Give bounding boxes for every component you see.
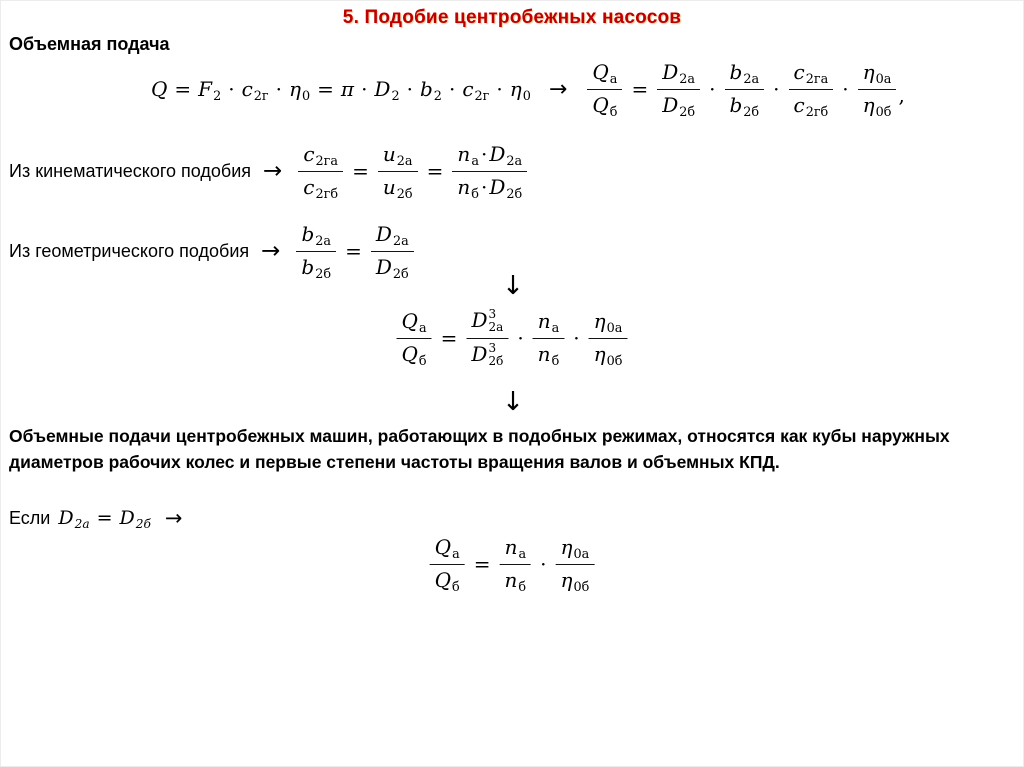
math-token: 0 bbox=[301, 89, 311, 105]
kinematic-similarity-row bbox=[9, 139, 529, 203]
math-token: б bbox=[418, 354, 427, 370]
math-token: b bbox=[729, 92, 743, 117]
math-token: 2 bbox=[391, 89, 400, 105]
math-token bbox=[500, 565, 532, 594]
math-token: Q bbox=[592, 59, 609, 84]
math-token bbox=[151, 77, 167, 102]
math-token: 2га bbox=[315, 154, 339, 170]
math-token bbox=[662, 60, 695, 86]
math-token bbox=[657, 60, 700, 90]
math-token: η bbox=[509, 76, 522, 101]
math-token bbox=[376, 222, 409, 248]
math-token bbox=[794, 60, 829, 86]
math-token: c bbox=[793, 59, 805, 84]
math-token: Q bbox=[401, 308, 418, 333]
math-token: = bbox=[174, 77, 192, 101]
math-token: 0б bbox=[573, 580, 590, 596]
math-token: → bbox=[164, 506, 183, 530]
math-token: · bbox=[540, 552, 547, 576]
math-token: 2а bbox=[506, 154, 523, 170]
math-token: б bbox=[518, 580, 527, 596]
math-token bbox=[376, 255, 409, 281]
math-token: · bbox=[480, 175, 488, 199]
math-token: 2гб bbox=[315, 187, 339, 203]
math-token bbox=[533, 339, 565, 368]
math-token: π bbox=[340, 76, 355, 101]
math-token: · bbox=[448, 77, 456, 101]
math-token: D bbox=[471, 307, 488, 332]
math-token: c bbox=[793, 92, 805, 117]
math-token: · bbox=[480, 142, 488, 166]
math-token: c bbox=[303, 141, 315, 166]
math-token: 2а bbox=[679, 72, 696, 88]
math-token bbox=[556, 565, 595, 594]
math-token: η bbox=[289, 76, 301, 101]
math-token bbox=[533, 309, 565, 368]
math-token: = bbox=[96, 507, 113, 529]
math-token: · bbox=[709, 77, 716, 101]
math-token: б bbox=[452, 580, 460, 596]
math-token bbox=[587, 90, 622, 119]
math-token bbox=[505, 535, 527, 561]
equation-kinematic bbox=[296, 142, 529, 201]
math-token: η bbox=[593, 308, 606, 333]
math-token bbox=[589, 309, 628, 368]
math-token bbox=[538, 309, 560, 335]
math-token: Q bbox=[434, 534, 452, 559]
math-token bbox=[58, 507, 89, 530]
math-token bbox=[662, 93, 695, 119]
math-token bbox=[120, 507, 151, 530]
math-token bbox=[341, 77, 354, 102]
math-token: D bbox=[471, 341, 488, 366]
math-token: n bbox=[537, 308, 551, 333]
math-token: b bbox=[301, 254, 315, 279]
math-token: n bbox=[457, 174, 471, 199]
math-token bbox=[378, 142, 418, 201]
math-token bbox=[198, 76, 222, 105]
math-token: 2 bbox=[433, 89, 442, 105]
math-token bbox=[500, 535, 532, 565]
conclusion-text: Объемные подачи центробежных машин, работающих в подобных режимах, относятся как кубы наружных диаметров рабочих колес и первые степени частоты вращения валов и объемных КПД. bbox=[9, 426, 950, 472]
equation-combined bbox=[395, 299, 630, 377]
math-token: b bbox=[301, 221, 315, 246]
math-token: а bbox=[418, 321, 427, 337]
math-token: · bbox=[361, 77, 368, 101]
math-token bbox=[858, 90, 897, 119]
equation-condition bbox=[58, 506, 188, 530]
math-token: = bbox=[631, 77, 649, 101]
math-token bbox=[725, 60, 765, 90]
math-token bbox=[430, 535, 465, 565]
math-token: η bbox=[862, 59, 875, 84]
math-token bbox=[589, 309, 628, 339]
geometric-similarity-row bbox=[9, 221, 416, 281]
math-token: 2б bbox=[392, 267, 409, 283]
math-token: u bbox=[382, 174, 396, 199]
math-token bbox=[371, 222, 414, 252]
math-token: D bbox=[375, 221, 392, 246]
math-token bbox=[303, 142, 338, 168]
math-token bbox=[289, 76, 311, 105]
math-token bbox=[556, 535, 595, 565]
math-token bbox=[789, 60, 834, 90]
math-token bbox=[863, 60, 892, 86]
equation-final bbox=[428, 529, 597, 599]
math-token: 2а bbox=[315, 234, 332, 250]
math-token bbox=[489, 175, 522, 201]
math-token: = bbox=[473, 552, 491, 576]
math-token bbox=[471, 308, 503, 335]
math-token: 2га bbox=[805, 72, 829, 88]
math-token: 0а bbox=[606, 321, 623, 337]
math-token: n bbox=[504, 534, 518, 559]
math-token: → bbox=[548, 76, 568, 102]
math-token: = bbox=[352, 159, 369, 183]
math-token bbox=[587, 60, 622, 90]
math-token bbox=[435, 568, 460, 594]
math-token bbox=[296, 252, 336, 281]
math-token: D bbox=[489, 174, 506, 199]
math-token: D bbox=[662, 59, 679, 84]
right-arrow-icon: → bbox=[261, 238, 281, 264]
math-token: Q bbox=[401, 341, 418, 366]
math-token: 2б bbox=[506, 187, 523, 203]
math-token: D bbox=[662, 92, 679, 117]
math-token bbox=[561, 535, 590, 561]
math-token: 0 bbox=[522, 89, 531, 105]
math-token: η bbox=[560, 567, 573, 592]
math-token bbox=[556, 535, 595, 594]
math-token bbox=[509, 76, 531, 105]
math-token: b bbox=[419, 76, 433, 101]
math-token: 3 bbox=[488, 307, 497, 322]
math-token bbox=[657, 60, 700, 119]
math-token bbox=[592, 60, 617, 86]
math-token bbox=[466, 308, 508, 369]
math-token: · bbox=[573, 326, 580, 350]
math-token: 3 bbox=[488, 341, 497, 356]
math-token: c bbox=[462, 76, 474, 101]
math-token bbox=[466, 339, 508, 369]
math-token: = bbox=[440, 326, 458, 350]
math-token: n bbox=[537, 341, 551, 366]
math-token bbox=[241, 76, 269, 105]
math-token bbox=[789, 90, 834, 119]
math-token: D bbox=[58, 506, 74, 529]
math-token: 2б bbox=[315, 267, 332, 283]
equation-geometric bbox=[294, 222, 415, 281]
math-token bbox=[298, 142, 343, 201]
math-token: б bbox=[471, 187, 479, 203]
math-token: · bbox=[406, 77, 413, 101]
math-token bbox=[863, 93, 892, 119]
math-token bbox=[452, 142, 527, 172]
math-token: = bbox=[426, 159, 444, 183]
math-token bbox=[296, 222, 336, 252]
math-token bbox=[301, 222, 331, 248]
math-token bbox=[466, 308, 508, 339]
math-token bbox=[858, 60, 897, 90]
math-token: Q bbox=[151, 76, 168, 101]
math-token: F bbox=[198, 76, 213, 101]
math-token: n bbox=[504, 567, 518, 592]
math-token bbox=[397, 309, 432, 339]
math-token: 2а bbox=[743, 72, 760, 88]
math-token bbox=[858, 60, 897, 119]
math-token: D bbox=[374, 76, 391, 101]
math-token bbox=[471, 342, 503, 369]
geometric-label: Из геометрического подобия bbox=[9, 240, 250, 261]
math-token bbox=[533, 309, 565, 339]
math-token: c bbox=[303, 174, 315, 199]
math-token: u bbox=[382, 141, 396, 166]
math-token bbox=[378, 172, 418, 201]
down-arrow-icon: ↓ bbox=[502, 271, 524, 301]
math-token bbox=[594, 309, 623, 335]
math-token: 2б bbox=[679, 105, 696, 121]
math-token bbox=[298, 142, 343, 172]
math-token: · bbox=[517, 326, 524, 350]
math-token: а bbox=[452, 547, 460, 563]
math-token: 0а bbox=[875, 72, 892, 88]
math-token bbox=[457, 142, 479, 168]
math-token: = bbox=[345, 239, 362, 263]
math-token: 2 bbox=[213, 89, 222, 105]
math-token: 2гб bbox=[805, 105, 829, 121]
math-token bbox=[587, 60, 622, 119]
math-token: б bbox=[609, 105, 618, 121]
math-token: б bbox=[551, 354, 560, 370]
math-token: , bbox=[898, 83, 905, 107]
math-token bbox=[500, 535, 532, 594]
math-token: 2а bbox=[396, 154, 413, 170]
math-token bbox=[730, 60, 760, 86]
math-token bbox=[452, 142, 527, 201]
math-token bbox=[397, 339, 432, 368]
math-token bbox=[402, 309, 427, 335]
math-token bbox=[457, 175, 479, 201]
math-token bbox=[435, 535, 460, 561]
math-token: 2б bbox=[488, 354, 504, 369]
math-token bbox=[657, 90, 700, 119]
down-arrow-icon: ↓ bbox=[502, 387, 524, 417]
math-token: 0б bbox=[875, 105, 892, 121]
math-token bbox=[430, 535, 465, 594]
math-token bbox=[724, 90, 764, 119]
math-token: = bbox=[317, 77, 334, 101]
math-token: 2г bbox=[253, 89, 269, 105]
math-token bbox=[592, 93, 617, 119]
condition-row bbox=[9, 501, 188, 535]
math-token: 2б bbox=[743, 105, 760, 121]
math-token: · bbox=[228, 77, 235, 101]
math-token bbox=[371, 252, 414, 281]
math-token bbox=[505, 568, 527, 594]
math-token: n bbox=[457, 141, 471, 166]
math-token bbox=[724, 60, 764, 119]
math-token: а bbox=[471, 154, 479, 170]
math-token: Q bbox=[434, 567, 452, 592]
right-arrow-icon: → bbox=[263, 158, 283, 184]
math-token: 2а bbox=[74, 517, 90, 532]
math-token: Q bbox=[592, 92, 609, 117]
equation-volume-flow bbox=[151, 55, 905, 123]
math-token bbox=[488, 342, 503, 368]
math-token: а bbox=[518, 547, 527, 563]
math-token bbox=[301, 255, 331, 281]
math-token: · bbox=[773, 77, 780, 101]
math-token bbox=[538, 342, 560, 368]
math-token bbox=[589, 339, 628, 368]
math-token: η bbox=[593, 341, 606, 366]
slide-title: 5. Подобие центробежных насосов bbox=[342, 7, 682, 28]
math-token bbox=[374, 76, 400, 105]
math-token bbox=[488, 308, 503, 334]
section-heading: Объемная подача bbox=[9, 34, 170, 54]
math-token bbox=[729, 93, 759, 119]
math-token: · bbox=[275, 77, 282, 101]
math-token: · bbox=[842, 77, 849, 101]
math-token bbox=[378, 142, 418, 172]
math-token: 2г bbox=[474, 89, 490, 105]
math-token bbox=[402, 342, 427, 368]
kinematic-label: Из кинематического подобия bbox=[9, 160, 252, 181]
math-token bbox=[303, 175, 338, 201]
math-token bbox=[452, 172, 527, 201]
math-token bbox=[383, 175, 413, 201]
math-token bbox=[794, 93, 829, 119]
math-token: 2б bbox=[396, 187, 413, 203]
math-token: а bbox=[551, 321, 560, 337]
math-token: c bbox=[241, 76, 253, 101]
math-token: 0а bbox=[573, 547, 590, 563]
math-token bbox=[561, 568, 590, 594]
math-token bbox=[383, 142, 413, 168]
math-token bbox=[419, 76, 442, 105]
math-token bbox=[789, 60, 834, 119]
math-token: 0б bbox=[606, 354, 623, 370]
math-token: · bbox=[496, 77, 503, 101]
math-token bbox=[371, 222, 414, 281]
math-token: 2а bbox=[488, 320, 504, 335]
math-token: D bbox=[375, 254, 392, 279]
math-token bbox=[397, 309, 432, 368]
math-token bbox=[430, 565, 465, 594]
math-token: D bbox=[489, 141, 506, 166]
math-token: b bbox=[729, 59, 743, 84]
math-token bbox=[296, 222, 336, 281]
math-token bbox=[594, 342, 623, 368]
math-token bbox=[489, 142, 522, 168]
math-token: 2а bbox=[392, 234, 409, 250]
math-token: η bbox=[560, 534, 573, 559]
math-token: D bbox=[119, 506, 135, 529]
math-token: а bbox=[609, 72, 618, 88]
math-token bbox=[462, 76, 490, 105]
math-token bbox=[298, 172, 343, 201]
math-token: η bbox=[862, 92, 875, 117]
condition-label: Если bbox=[9, 507, 51, 528]
math-token: 2б bbox=[135, 517, 151, 532]
